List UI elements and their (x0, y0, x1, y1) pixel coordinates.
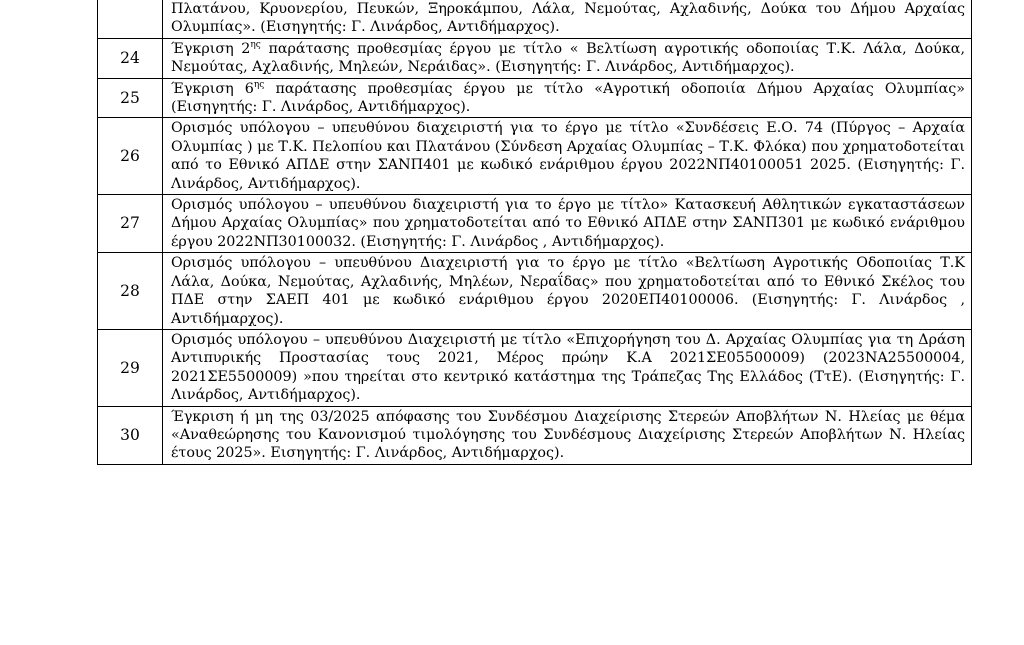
item-number: 24 (98, 38, 163, 78)
table-row (98, 406, 972, 464)
description-text: παράτασης προθεσμίας έργου με τίτλο « Βελτίωση αγροτικής οδοποιίας Τ.Κ. Λάλα, Δούκα, Νεμούτας, Αχλαδινής, Μηλεών, Νεράιδας». (Εισηγητής: Γ. Λινάρδος, Αντιδήμαρχος). (171, 40, 965, 76)
table-row (98, 253, 972, 330)
table-row (98, 0, 972, 38)
table-row (98, 195, 972, 253)
item-description (163, 406, 972, 464)
table-row (98, 38, 972, 78)
item-description (163, 38, 972, 78)
description-text: Πλατάνου, Κρυονερίου, Πευκών, Ξηροκάμπου, Λάλα, Νεμούτας, Αχλαδινής, Δούκα του Δήμου Αρχαίας Ολυμπίας». (Εισηγητής: Γ. Λινάρδος, Αντιδήμαρχος). (171, 1, 965, 36)
item-number: 25 (98, 78, 163, 118)
description-text: παράτασης προθεσμίας έργου με τίτλο «Αγροτική οδοποιία Δήμου Αρχαίας Ολυμπίας» (Εισηγητής: Γ. Λινάρδος, Αντιδήμαρχος). (171, 80, 966, 116)
agenda-table (97, 0, 972, 465)
table-row (98, 329, 972, 406)
table-row (98, 118, 972, 195)
ordinal-superscript: ης (250, 39, 261, 50)
description-text: Ορισμός υπόλογου – υπευθύνου διαχειριστή για το έργο με τίτλο» Κατασκευή Αθλητικών εγκαταστάσεων Δήμου Αρχαίας Ολυμπίας» που χρηματοδοτείται από το Εθνικό ΑΠΔΕ στην ΣΑΝΠ301 με κωδικό ενάριθμου έργου 2022ΝΠ30100032. (Εισηγητής: Γ. Λινάρδος , Αντιδήμαρχος). (171, 197, 965, 250)
item-number: 26 (98, 118, 163, 195)
item-description (163, 195, 972, 253)
description-text: Έγκριση ή μη της 03/2025 απόφασης του Συνδέσμου Διαχείρισης Στερεών Αποβλήτων Ν. Ηλείας με θέμα «Αναθεώρησης του Κανονισμού τιμολόγησης του Συνδέσμους Διαχείρισης Στερεών Αποβλήτων Ν. Ηλείας έτους 2025». Εισηγητής: Γ. Λινάρδος, Αντιδήμαρχος). (171, 408, 965, 462)
item-description (163, 118, 972, 195)
item-description (163, 0, 972, 38)
description-text: Ορισμός υπόλογου – υπευθύνου Διαχειριστή για το έργο με τίτλο «Βελτίωση Αγροτικής Οδοποιίας Τ.Κ Λάλα, Δούκα, Νεμούτας, Αχλαδινής, Μηλέων, Νεραΐδας» που χρηματοδοτείται από το Εθνικό Σκέλος του ΠΔΕ στην ΣΑΕΠ 401 με κωδικό ενάριθμου έργου 2020ΕΠ40100006. (Εισηγητής: Γ. Λινάρδος , Αντιδήμαρχος). (171, 255, 965, 327)
description-text: Ορισμός υπόλογου – υπευθύνου Διαχειριστή με τίτλο «Επιχορήγηση του Δ. Αρχαίας Ολυμπίας για τη Δράση Αντιπυρικής Προστασίας τους 2021, Μέρος πρώην Κ.Α 2021ΣΕ05500009) (2023ΝΑ25500004, 2021ΣΕ5500009) »που τηρείται στο κεντρικό κατάστημα της Τράπεζας Της Ελλάδος (ΤτΕ). (Εισηγητής: Γ. Λινάρδος, Αντιδήμαρχος). (171, 331, 965, 404)
item-number: 30 (98, 406, 163, 464)
table-row (98, 78, 972, 118)
item-number: 29 (98, 329, 163, 406)
item-description (163, 329, 972, 406)
description-text: Έγκριση 6 (171, 80, 254, 97)
item-number: 27 (98, 195, 163, 253)
item-number: 28 (98, 253, 163, 330)
item-description (163, 253, 972, 330)
description-text: Ορισμός υπόλογου – υπευθύνου διαχειριστή για το έργο με τίτλο «Συνδέσεις Ε.Ο. 74 (Πύργος – Αρχαία Ολυμπίας ) με Τ.Κ. Πελοπίου και Πλατάνου (Σύνδεση Αρχαίας Ολυμπίας – Τ.Κ. Φλόκα) που χρηματοδοτείται από το Εθνικό ΑΠΔΕ στην ΣΑΝΠ401 με κωδικό ενάριθμου έργου 2022ΝΠ40100051 2025. (Εισηγητής: Γ. Λινάρδος, Αντιδήμαρχος). (171, 120, 965, 192)
description-text: Έγκριση 2 (171, 40, 251, 57)
item-description (163, 78, 972, 118)
ordinal-superscript: ης (253, 79, 265, 90)
item-number (98, 0, 163, 38)
